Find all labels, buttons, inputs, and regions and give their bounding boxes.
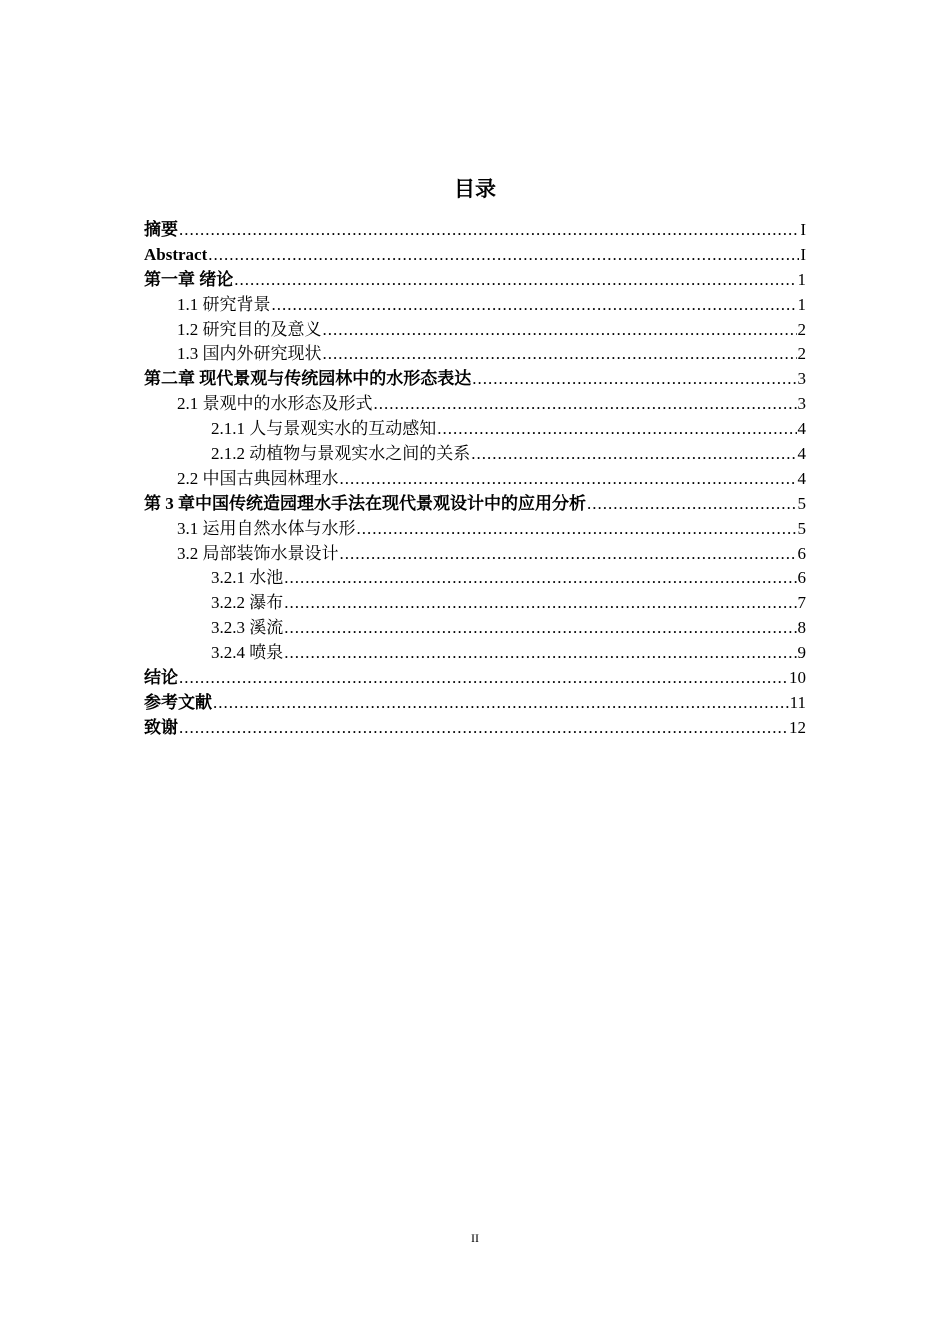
toc-entry[interactable]: [144, 641, 806, 666]
toc-dot-leader: [437, 417, 796, 442]
toc-entry-label: 第 3 章中国传统造园理水手法在现代景观设计中的应用分析: [144, 493, 586, 513]
toc-entry-label: 2.1 景观中的水形态及形式: [177, 394, 373, 414]
toc-entry-label: 第二章 现代景观与传统园林中的水形态表达: [144, 369, 472, 389]
toc-entry[interactable]: [144, 367, 806, 392]
toc-entry-page: 1: [797, 294, 806, 314]
page-number: II: [471, 1231, 479, 1245]
toc-entry[interactable]: [144, 467, 806, 492]
toc-entry-page: 9: [797, 643, 806, 663]
toc-entry-page: I: [800, 244, 806, 264]
toc-entry-page: 6: [797, 543, 806, 563]
page-title: 目录: [454, 177, 496, 201]
toc-entry-page: 3: [797, 369, 806, 389]
toc-dot-leader: [284, 591, 796, 616]
toc-entry-label: 3.2.1 水池: [211, 568, 284, 588]
toc-entry[interactable]: [144, 666, 806, 691]
toc-entry-label: 3.2.2 瀑布: [211, 593, 284, 613]
toc-entry-page: 6: [797, 568, 806, 588]
toc-dot-leader: [272, 293, 797, 318]
toc-entry[interactable]: [144, 616, 806, 641]
toc-entry-page: 3: [797, 394, 806, 414]
toc-entry-page: 5: [797, 518, 806, 538]
toc-entry-label: 2.1.2 动植物与景观实水之间的关系: [211, 444, 471, 464]
toc-entry-page: 4: [797, 468, 806, 488]
toc-entry-label: 结论: [144, 668, 178, 688]
toc-dot-leader: [284, 616, 796, 641]
toc-entry-page: 12: [789, 717, 806, 737]
toc-dot-leader: [234, 268, 796, 293]
toc-dot-leader: [357, 517, 797, 542]
toc-entry-page: 2: [797, 319, 806, 339]
toc-entry[interactable]: [144, 218, 806, 243]
toc-entry[interactable]: [144, 417, 806, 442]
toc-entry-label: Abstract: [144, 244, 208, 264]
toc-entry-page: 1: [797, 269, 806, 289]
toc-dot-leader: [179, 716, 788, 741]
toc-entry-page: 7: [797, 593, 806, 613]
toc-entry[interactable]: [144, 342, 806, 367]
toc-entry-label: 3.2.4 喷泉: [211, 643, 284, 663]
toc-dot-leader: [587, 492, 797, 517]
toc-dot-leader: [472, 367, 796, 392]
toc-dot-leader: [179, 666, 788, 691]
toc-dot-leader: [179, 218, 799, 243]
toc-dot-leader: [374, 392, 797, 417]
toc-entry-page: 8: [797, 618, 806, 638]
toc-entry-label: 1.3 国内外研究现状: [177, 344, 322, 364]
toc-entry-page: 4: [797, 419, 806, 439]
toc-entry-label: 2.2 中国古典园林理水: [177, 468, 339, 488]
toc-dot-leader: [323, 318, 797, 343]
toc-entry[interactable]: [144, 318, 806, 343]
toc-dot-leader: [213, 691, 789, 716]
toc-dot-leader: [323, 342, 797, 367]
toc-entry[interactable]: [144, 293, 806, 318]
toc-entry-label: 参考文献: [144, 692, 212, 712]
toc-entry-page: 2: [797, 344, 806, 364]
table-of-contents: [144, 218, 806, 741]
toc-dot-leader: [340, 467, 797, 492]
toc-dot-leader: [284, 641, 796, 666]
toc-entry[interactable]: [144, 716, 806, 741]
toc-entry-label: 摘要: [144, 220, 178, 239]
toc-dot-leader: [340, 542, 797, 567]
toc-entry-label: 2.1.1 人与景观实水的互动感知: [211, 419, 437, 439]
toc-entry[interactable]: [144, 243, 806, 268]
toc-entry[interactable]: [144, 517, 806, 542]
toc-entry[interactable]: [144, 691, 806, 716]
toc-entry[interactable]: [144, 591, 806, 616]
toc-entry-label: 3.2 局部装饰水景设计: [177, 543, 339, 563]
toc-entry-page: 10: [789, 668, 806, 688]
toc-entry-label: 致谢: [144, 717, 178, 737]
toc-entry-page: 11: [789, 692, 806, 712]
toc-entry[interactable]: [144, 566, 806, 591]
toc-entry-label: 第一章 绪论: [144, 269, 234, 289]
toc-entry-label: 3.2.3 溪流: [211, 618, 284, 638]
toc-entry-label: 1.2 研究目的及意义: [177, 319, 322, 339]
toc-entry[interactable]: [144, 268, 806, 293]
toc-entry-page: I: [800, 220, 806, 239]
toc-entry[interactable]: [144, 542, 806, 567]
toc-entry[interactable]: [144, 442, 806, 467]
toc-entry-page: 4: [797, 444, 806, 464]
toc-entry-page: 5: [797, 493, 806, 513]
toc-dot-leader: [284, 566, 796, 591]
toc-dot-leader: [471, 442, 796, 467]
toc-dot-leader: [208, 243, 799, 268]
toc-entry-label: 3.1 运用自然水体与水形: [177, 518, 356, 538]
toc-entry-label: 1.1 研究背景: [177, 294, 271, 314]
toc-entry[interactable]: [144, 392, 806, 417]
toc-entry[interactable]: [144, 492, 806, 517]
